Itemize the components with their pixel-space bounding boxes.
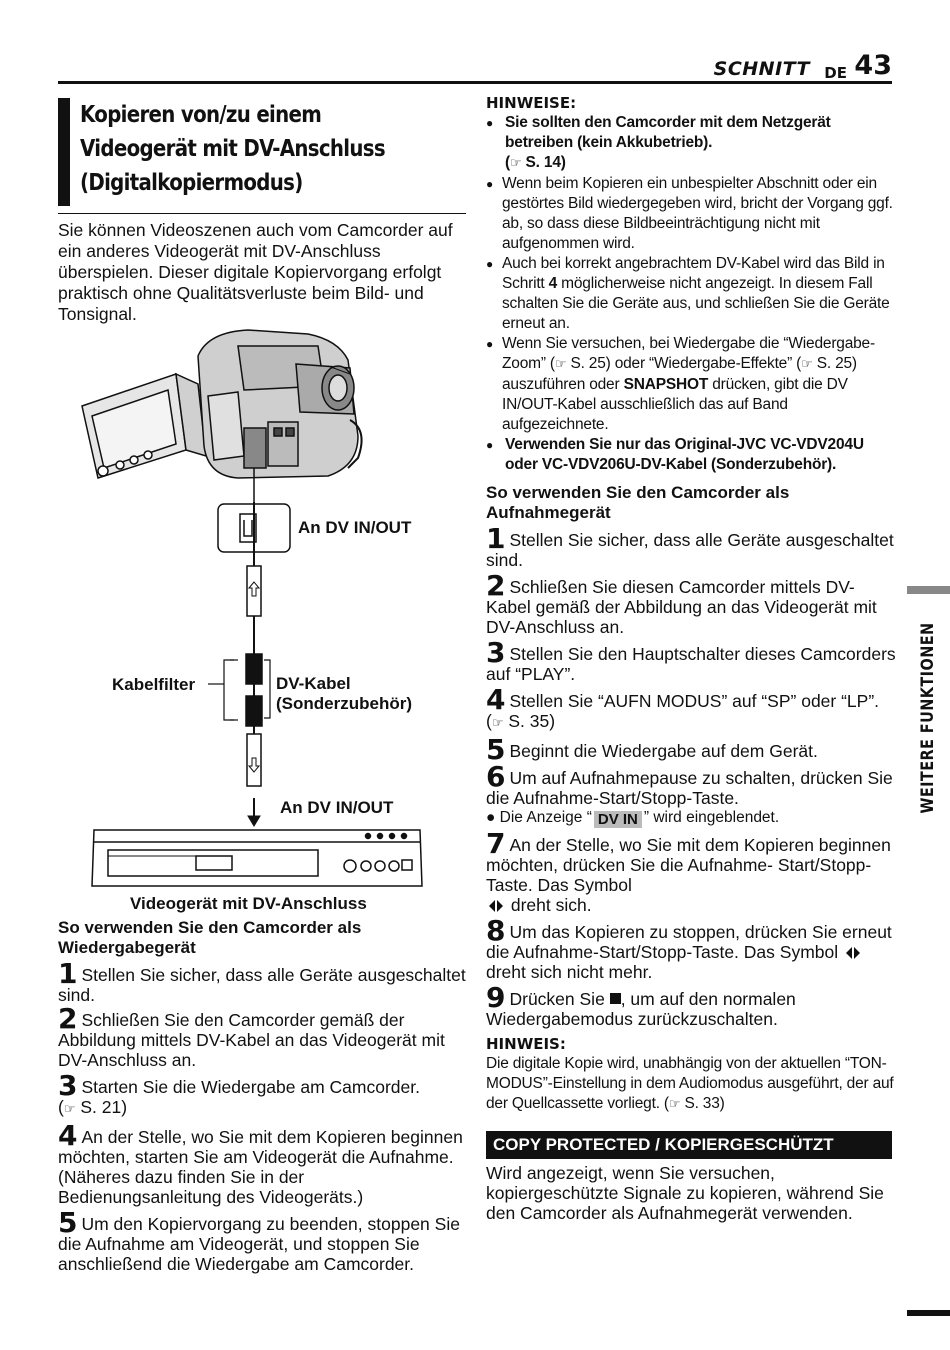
step-number: 6 <box>486 760 506 793</box>
copy-protected-text: Wird angezeigt, wenn Sie versuchen, kopiergeschützte Signale zu kopieren, während Sie den Camcorder als Aufnahmegerät verwenden. <box>486 1163 884 1223</box>
page-reference-icon: ☞ <box>63 1102 76 1117</box>
note-text: drücken, gibt die DV IN/OUT-Kabel ausschließlich das auf Band aufgezeichnete. <box>502 376 848 433</box>
step-text: dreht sich. <box>510 895 592 915</box>
tape-rotation-icon <box>486 899 506 913</box>
title-line: Videogerät mit DV-Anschluss <box>80 136 385 162</box>
step-number: 1 <box>58 957 78 990</box>
step-text: An der Stelle, wo Sie mit dem Kopieren beginnen möchten, drücken Sie die Aufnahme- Start/Stopp-Taste. Das Symbol <box>486 835 891 895</box>
note-text: Die Anzeige “ <box>499 809 592 826</box>
label-dv-in-out-top: An DV IN/OUT <box>298 518 412 537</box>
vcr-device-icon <box>92 830 422 886</box>
step-number: 2 <box>58 1002 78 1035</box>
step-text: Um den Kopiervorgang zu beenden, stoppen Sie die Aufnahme am Videogerät, und stoppen Sie anschließend die Wiedergabe am Camcorder. <box>58 1214 460 1274</box>
step-item <box>486 636 896 684</box>
step-item <box>486 827 896 915</box>
title-line: Kopieren von/zu einem <box>80 102 322 128</box>
camcorder-icon <box>82 330 362 478</box>
note-text: ” wird eingeblendet. <box>643 809 780 826</box>
connection-diagram <box>58 326 468 912</box>
note-text: Wenn Sie versuchen, bei Wiedergabe die “Wiedergabe-Zoom” ( <box>502 335 875 372</box>
step-text: Um auf Aufnahmepause zu schalten, drücken Sie die Aufnahme-Start/Stopp-Taste. <box>486 768 893 808</box>
side-tab-marker <box>907 586 950 594</box>
note-text: Die digitale Kopie wird, unabhängig von der aktuellen “TON-MODUS”-Einstellung in dem Audiomodus ausgeführt, der auf der Quellcassette vorliegt. ( <box>486 1055 894 1112</box>
label-cable-filter: Kabelfilter <box>112 675 196 694</box>
title-block <box>58 96 466 214</box>
stop-icon <box>610 993 621 1004</box>
step-item <box>486 569 896 637</box>
right-column <box>486 94 896 1223</box>
section-heading: So verwenden Sie den Camcorder als Aufnahmegerät <box>486 483 790 522</box>
step-item: 3 Starten Sie die Wiedergabe am Camcorder. (☞ S. 21) <box>58 1069 420 1117</box>
label-dv-cable-line: DV-Kabel <box>276 674 351 693</box>
step-item <box>486 914 896 982</box>
page-reference: S. 35) <box>508 711 556 731</box>
label-dv-in-out-bottom: An DV IN/OUT <box>280 798 394 817</box>
step-number: 4 <box>58 1119 78 1152</box>
dv-port-icon <box>218 502 290 558</box>
figure-caption: Videogerät mit DV-Anschluss <box>130 894 367 913</box>
page-title <box>80 98 410 200</box>
step-number: 3 <box>58 1069 78 1102</box>
step-text: Drücken Sie <box>509 989 605 1009</box>
step-list <box>58 957 470 1274</box>
step-number: 5 <box>486 733 506 766</box>
note-item: ● Wenn beim Kopieren ein unbespielter Abschnitt oder ein gestörtes Bild wiedergegeben wird, bricht der Vorgang ggf. ab, so dass diese Bildbeeinträchtigung nicht mit aufgenommen wird. <box>486 174 896 254</box>
step-number: 4 <box>486 683 506 716</box>
notes-list <box>486 113 896 475</box>
playback-instructions <box>58 918 470 1274</box>
page-reference: S. 14) <box>525 154 566 171</box>
step-text: Stellen Sie “AUFN MODUS” auf “SP” oder “LP”. ( <box>486 691 880 731</box>
step-text: Beginnt die Wiedergabe auf dem Gerät. <box>509 741 818 761</box>
note-text: S. 25) auszuführen oder <box>502 355 857 393</box>
step-number: 2 <box>486 569 506 602</box>
page-reference-icon: ☞ <box>668 1097 681 1112</box>
note-text: Sie sollten den Camcorder mit dem Netzgerät betreiben (kein Akkubetrieb). <box>505 114 831 151</box>
step-item <box>58 957 470 1005</box>
page-reference-icon: ☞ <box>491 716 504 731</box>
section-title: SCHNITT <box>713 58 810 80</box>
step-list <box>486 522 896 1029</box>
label-dv-cable-line: (Sonderzubehör) <box>276 694 412 713</box>
section-heading: So verwenden Sie den Camcorder als Wiedergabegerät <box>58 918 362 957</box>
step-item <box>486 522 896 570</box>
copy-protected-heading: COPY PROTECTED / KOPIERGESCHÜTZT <box>486 1131 892 1159</box>
step-number: 8 <box>486 914 506 947</box>
note-item <box>486 254 896 334</box>
language-code: DE <box>824 64 847 82</box>
step-text: Stellen Sie sicher, dass alle Geräte ausgeschaltet sind. <box>58 965 466 1005</box>
arrow-down-icon <box>248 798 260 826</box>
step-item <box>58 1002 470 1070</box>
dv-in-indicator: DV IN <box>594 811 642 828</box>
step-item <box>486 760 896 828</box>
notes-heading: HINWEISE: <box>486 94 577 112</box>
step-item <box>486 981 896 1029</box>
note-item: ● Verwenden Sie nur das Original-JVC VC-VDV204U oder VC-VDV206U-DV-Kabel (Sonderzubehör). <box>486 435 896 475</box>
page-reference-icon: ☞ <box>801 357 813 372</box>
page-number: 43 <box>854 50 892 81</box>
dv-cable-icon <box>208 556 270 786</box>
note-heading: HINWEIS: <box>486 1035 566 1053</box>
note-item <box>486 334 896 435</box>
step-text: Stellen Sie den Hauptschalter dieses Camcorders auf “PLAY”. <box>486 644 896 684</box>
title-line: (Digitalkopiermodus) <box>80 170 303 196</box>
step-text: Schließen Sie diesen Camcorder mittels DV-Kabel gemäß der Abbildung an das Videogerät mit DV-Anschluss an. <box>486 577 877 637</box>
title-accent-bar <box>58 98 70 206</box>
note-paragraph <box>486 1054 896 1115</box>
side-section-label: WEITERE FUNKTIONEN <box>918 622 938 814</box>
page-reference: S. 33) <box>684 1095 725 1112</box>
step-number: 1 <box>486 522 506 555</box>
step-item <box>486 683 896 734</box>
tape-rotation-icon <box>843 946 863 960</box>
step-number: 9 <box>486 981 506 1014</box>
step-sub-note: ● Die Anzeige “ DV IN ” wird eingeblendet. <box>486 809 780 828</box>
step-text: dreht sich nicht mehr. <box>486 962 653 982</box>
step-text: Schließen Sie den Camcorder gemäß der Abbildung mittels DV-Kabel an das Videogerät mit DV-Anschluss an. <box>58 1010 445 1070</box>
step-item <box>58 1119 470 1207</box>
step-text: An der Stelle, wo Sie mit dem Kopieren beginnen möchten, starten Sie am Videogerät die Aufnahme. (Näheres dazu finden Sie in der Bedienungsanleitung des Videogeräts.) <box>58 1127 463 1207</box>
step-number: 7 <box>486 827 506 860</box>
page-reference-icon: ☞ <box>554 357 567 372</box>
page-reference-icon: ☞ <box>509 156 522 171</box>
snapshot-label: SNAPSHOT <box>623 376 709 393</box>
label-dv-cable <box>276 674 412 714</box>
page-reference: S. 21) <box>80 1097 128 1117</box>
step-item <box>486 733 896 766</box>
step-text: Um das Kopieren zu stoppen, drücken Sie erneut die Aufnahme-Start/Stopp-Taste. Das Symbol <box>486 922 892 962</box>
note-text: S. 25) oder “Wiedergabe-Effekte” ( <box>570 355 802 372</box>
step-text: , um auf den normalen Wiedergabemodus zurückzuschalten. <box>486 989 796 1029</box>
diagram-illustration <box>58 326 468 912</box>
step-item <box>58 1206 470 1274</box>
intro-paragraph: Sie können Videoszenen auch vom Camcorder auf ein anderes Videogerät mit DV-Anschluss überspielen. Dieser digitale Kopiervorgang erfolgt praktisch ohne Qualitätsverluste beim Bild- und Tonsignal. <box>58 220 453 324</box>
step-text: Stellen Sie sicher, dass alle Geräte ausgeschaltet sind. <box>486 530 894 570</box>
step-reference: 4 <box>548 275 558 292</box>
step-text: Starten Sie die Wiedergabe am Camcorder. <box>81 1077 420 1097</box>
note-text: möglicherweise nicht angezeigt. In diesem Fall schalten Sie die Geräte aus, und schließen Sie die Geräte erneut an. <box>502 275 890 332</box>
step-number: 3 <box>486 636 506 669</box>
step-number: 5 <box>58 1206 78 1239</box>
page-header <box>58 52 892 84</box>
note-text: Auch bei korrekt angebrachtem DV-Kabel wird das Bild in Schritt <box>502 255 885 292</box>
note-item: ● Sie sollten den Camcorder mit dem Netzgerät betreiben (kein Akkubetrieb). (☞ S. 14) <box>486 113 896 174</box>
bottom-tab-marker <box>907 1310 950 1316</box>
